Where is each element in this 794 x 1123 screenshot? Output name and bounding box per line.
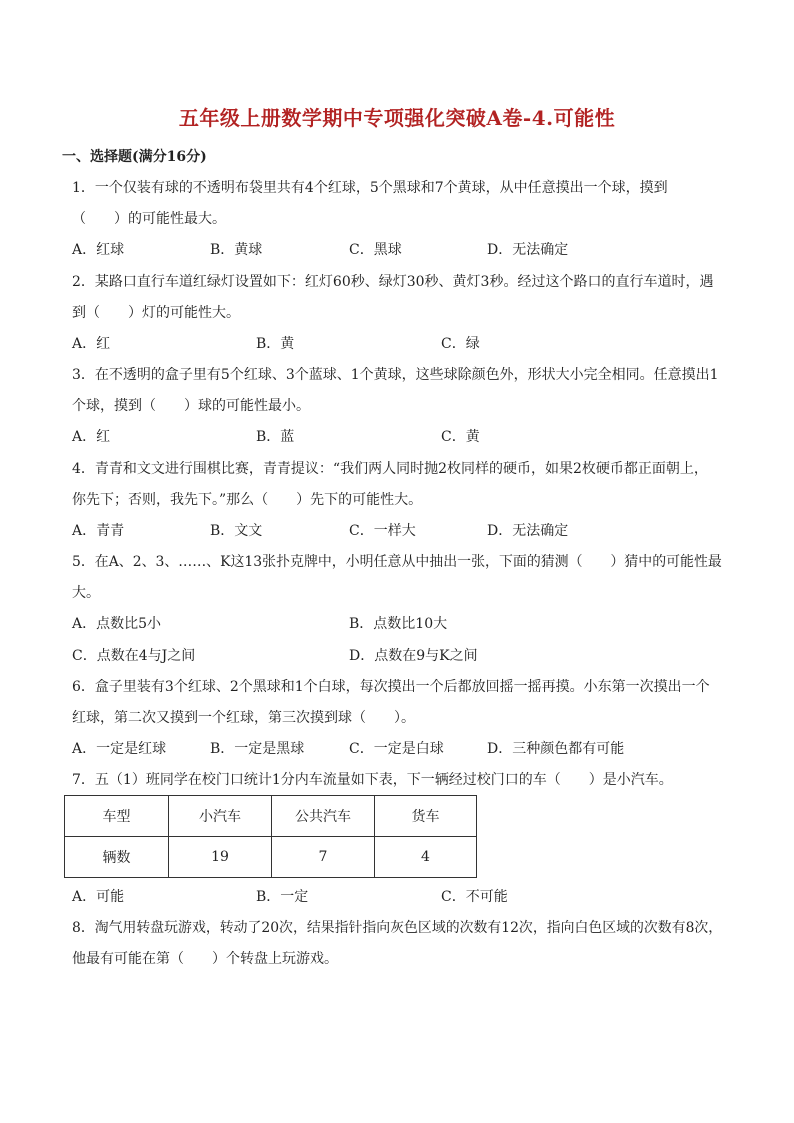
q7-option-b: B．一定 [256,889,309,905]
q1-stem-line2: （ ）的可能性最大。 [72,211,226,227]
q1-option-d: D．无法确定 [487,242,569,258]
document-title: 五年级上册数学期中专项强化突破A卷-4.可能性 [178,106,616,130]
q6-option-c: C．一定是白球 [349,741,444,757]
q1-option-b: B．黄球 [210,242,263,258]
q3-option-a: A．红 [72,429,111,445]
q6-option-a: A．一定是红球 [72,741,167,757]
q3-option-c: C．黄 [441,429,480,445]
table-header-row [65,796,477,837]
q5-option-c: C．点数在4与J之间 [72,648,196,664]
q2-option-b: B．黄 [256,336,295,352]
q3-stem-line1: 3．在不透明的盒子里有5个红球、3个蓝球、1个黄球，这些球除颜色外，形状大小完全相同。任意摸出1 [72,367,719,383]
q4-option-c: C．一样大 [349,523,416,539]
q1-option-c: C．黑球 [349,242,402,258]
q1-stem-line1: 1．一个仅装有球的不透明布袋里共有4个红球，5个黑球和7个黄球，从中任意摸出一个球，摸到 [72,180,668,196]
q5-stem-line2: 大。 [72,585,100,601]
q2-option-a: A．红 [72,336,111,352]
q4-stem-line1: 4．青青和文文进行围棋比赛，青青提议：“我们两人同时抛2枚同样的硬币，如果2枚硬币都正面朝上， [72,461,708,477]
q8-stem-line2: 他最有可能在第（ ）个转盘上玩游戏。 [72,951,338,967]
q4-option-b: B．文文 [210,523,263,539]
q2-stem-line1: 2．某路口直行车道红绿灯设置如下：红灯60秒、绿灯30秒、黄灯3秒。经过这个路口的直行车道时，遇 [72,274,714,290]
table-cell: 货车 [375,796,477,837]
q4-stem-line2: 你先下；否则，我先下。”那么（ ）先下的可能性大。 [72,492,423,508]
q4-option-a: A．青青 [72,523,125,539]
section-heading: 一、选择题(满分16分) [62,149,207,165]
table-cell: 19 [169,837,272,878]
q2-option-c: C．绿 [441,336,480,352]
table-row [65,837,477,878]
q4-option-d: D．无法确定 [487,523,569,539]
table-cell: 7 [272,837,375,878]
q3-stem-line2: 个球，摸到（ ）球的可能性最小。 [72,398,310,414]
q1-option-a: A．红球 [72,242,125,258]
q5-option-b: B．点数比10大 [349,616,448,632]
q5-option-a: A．点数比5小 [72,616,162,632]
q6-stem-line2: 红球，第二次又摸到一个红球，第三次摸到球（ ）。 [72,710,415,726]
q7-stem-line1: 7．五（1）班同学在校门口统计1分内车流量如下表，下一辆经过校门口的车（ ）是小汽车。 [72,772,673,788]
q6-option-d: D．三种颜色都有可能 [487,741,625,757]
table-cell: 公共汽车 [272,796,375,837]
q8-stem-line1: 8．淘气用转盘玩游戏，转动了20次，结果指针指向灰色区域的次数有12次，指向白色区域的次数有8次， [72,920,723,936]
q7-option-c: C．不可能 [441,889,508,905]
q6-option-b: B．一定是黑球 [210,741,305,757]
table-cell: 车型 [65,796,169,837]
q7-option-a: A．可能 [72,889,125,905]
q6-stem-line1: 6．盒子里装有3个红球、2个黑球和1个白球，每次摸出一个后都放回摇一摇再摸。小东第一次摸出一个 [72,679,710,695]
q5-stem-line1: 5．在A、2、3、……、K这13张扑克牌中，小明任意从中抽出一张，下面的猜测（ ）猜中的可能性最 [72,554,722,570]
q2-stem-line2: 到（ ）灯的可能性大。 [72,305,240,321]
vehicle-count-table [64,795,477,878]
table-cell: 小汽车 [169,796,272,837]
q3-option-b: B．蓝 [256,429,295,445]
table-cell: 辆数 [65,837,169,878]
q5-option-d: D．点数在9与K之间 [349,648,478,664]
table-cell: 4 [375,837,477,878]
